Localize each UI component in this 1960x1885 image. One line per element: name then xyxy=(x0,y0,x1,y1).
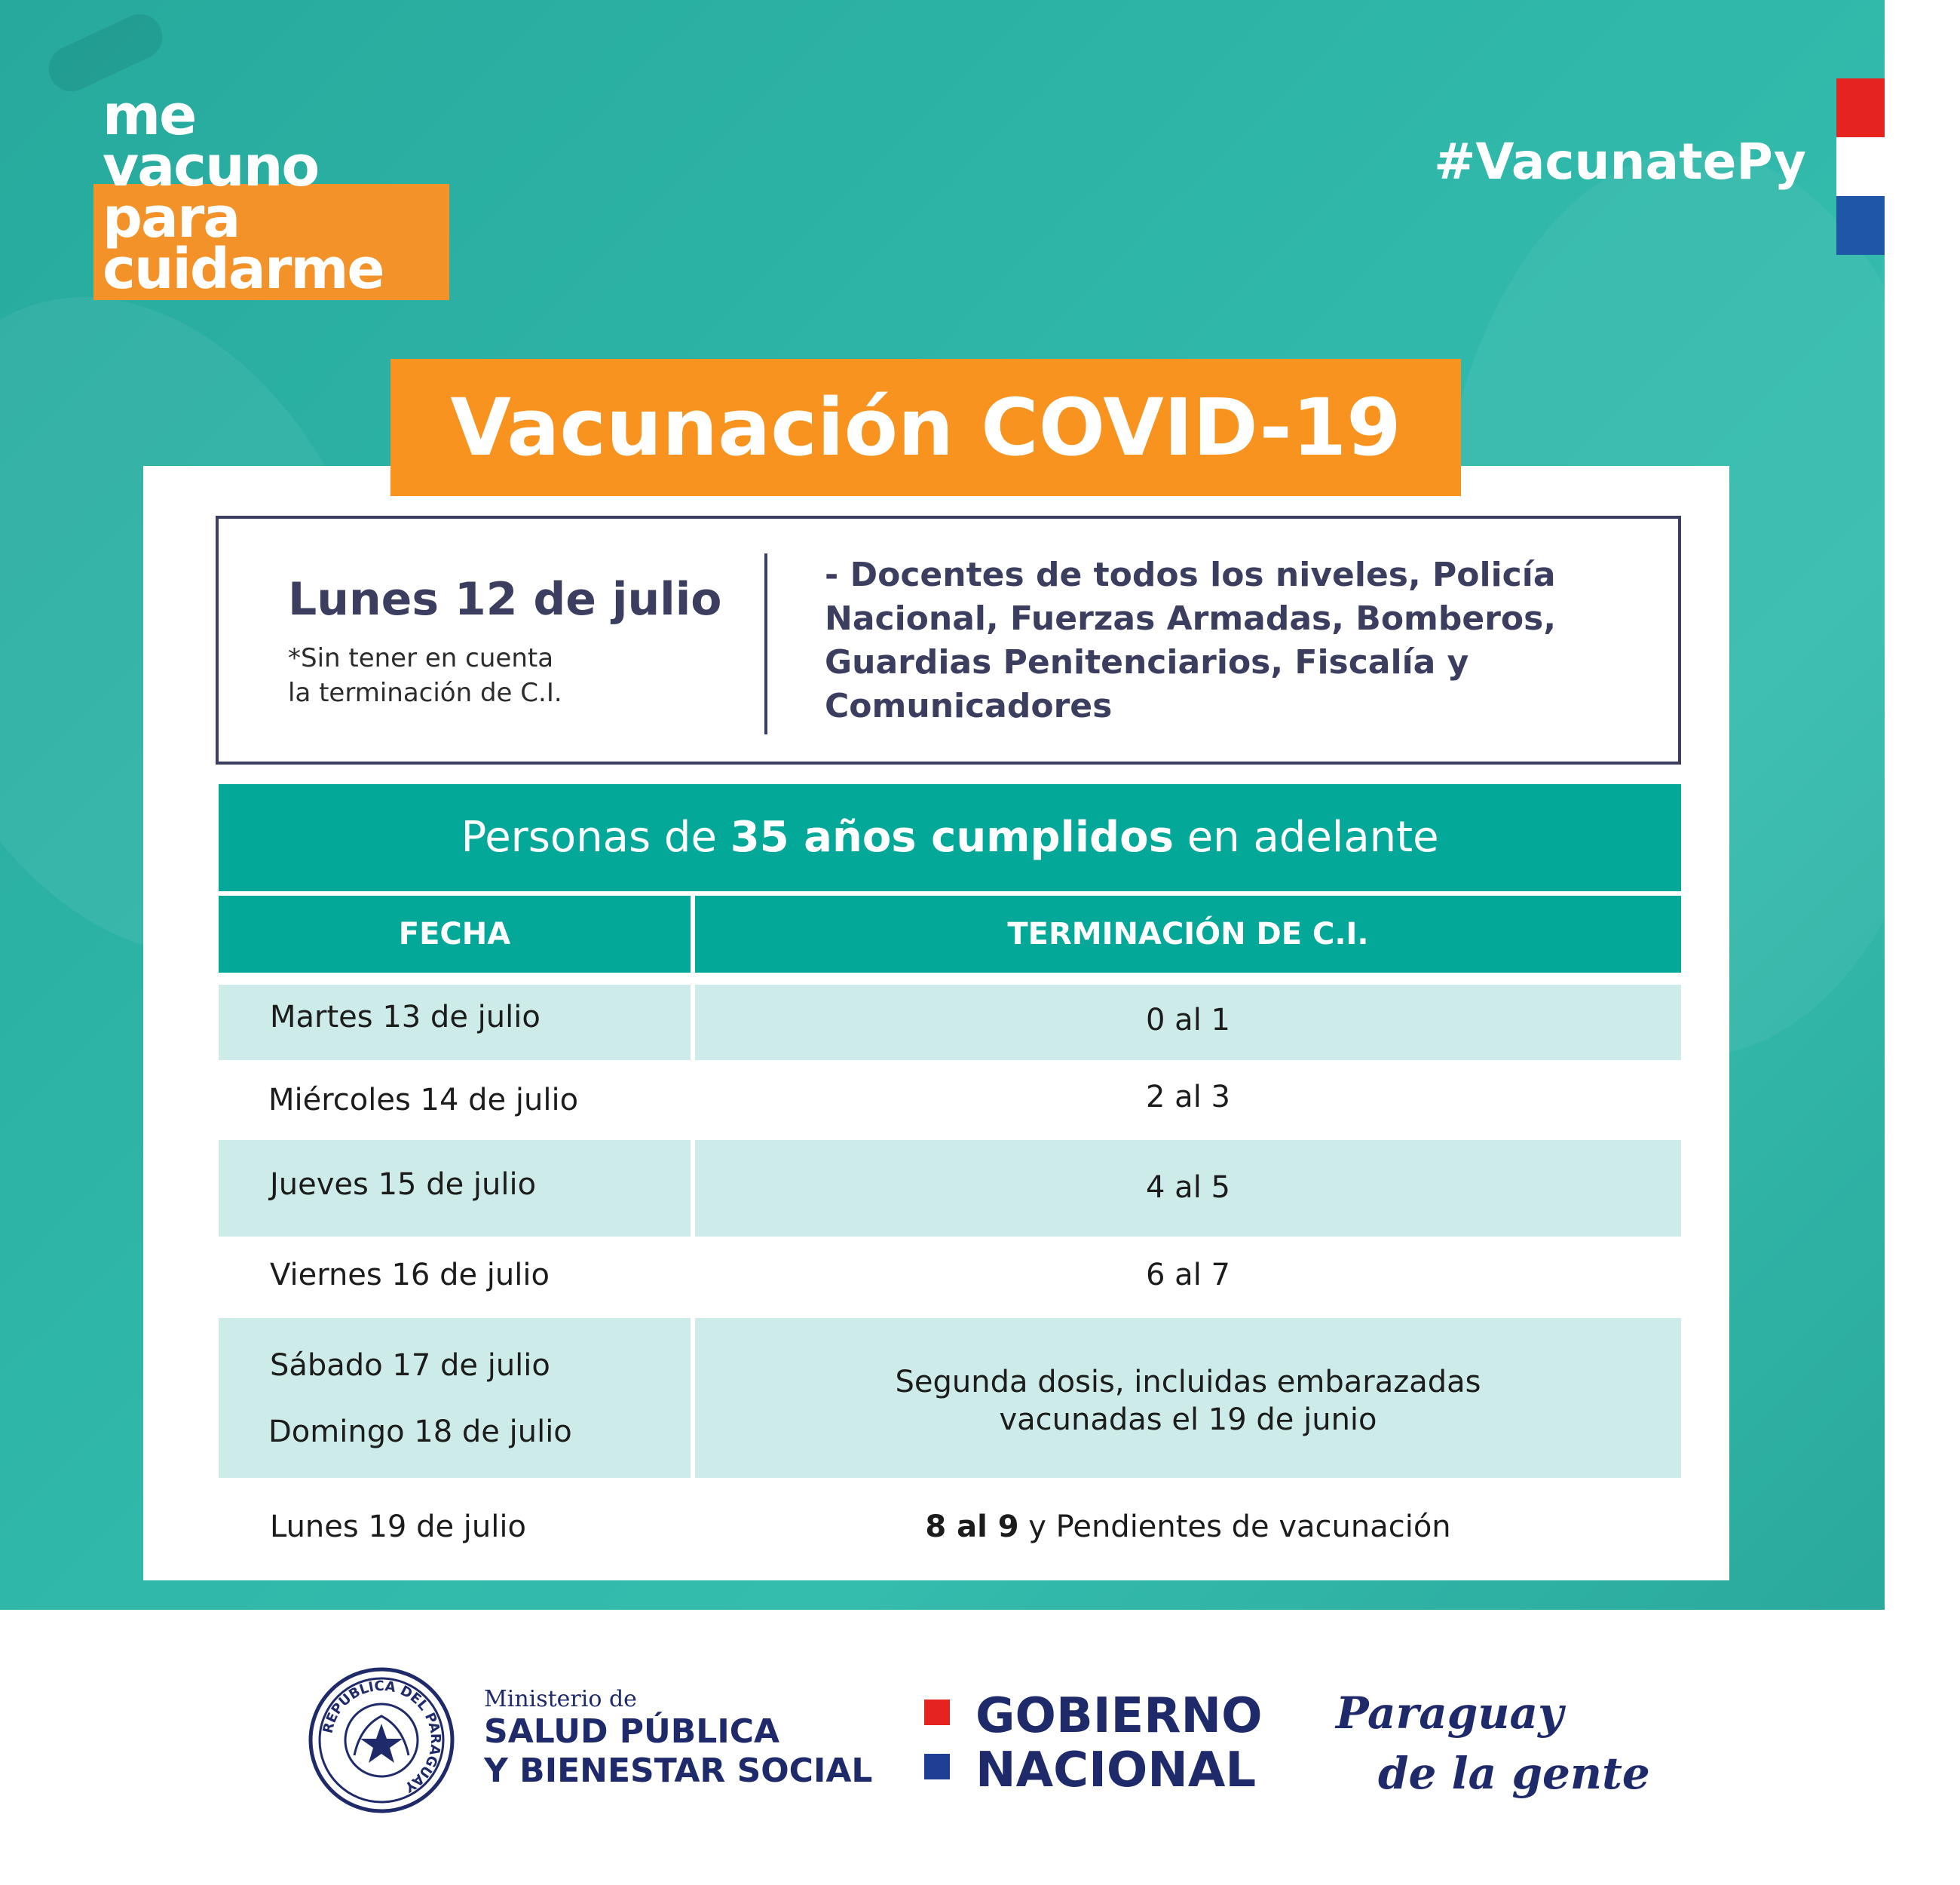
slogan-line: cuidarme xyxy=(103,237,384,302)
info-groups: - Docentes de todos los niveles, Policía Nacional, Fuerzas Armadas, Bomberos, Guardias Penitenciarios, Fiscalía y Comunicadores xyxy=(825,556,1557,725)
row-value: 0 al 1 xyxy=(1146,1003,1230,1038)
slogan-line: vacuno xyxy=(103,134,319,199)
table-row xyxy=(219,1318,1681,1478)
header-terminacion: TERMINACIÓN DE C.I. xyxy=(695,896,1681,973)
row-date: Martes 13 de julio xyxy=(270,1000,541,1034)
row-value: Segunda dosis, incluidas embarazadas xyxy=(895,1365,1481,1399)
divider xyxy=(764,553,767,734)
red-square-icon xyxy=(924,1700,950,1725)
row-value: 6 al 7 xyxy=(1146,1258,1230,1292)
row-date: Viernes 16 de julio xyxy=(270,1258,550,1292)
table-header xyxy=(219,896,1681,973)
svg-text:de la gente: de la gente xyxy=(1378,1748,1650,1799)
row-date: Jueves 15 de julio xyxy=(270,1167,537,1202)
row-value: 8 al 9 y Pendientes de vacunación xyxy=(925,1510,1451,1544)
info-date: Lunes 12 de julio xyxy=(288,573,722,626)
paraguay-de-la-gente-logo xyxy=(1334,1675,1650,1804)
slogan-line: me xyxy=(103,83,196,148)
svg-text:REPÚBLICA DEL PARAGUAY: REPÚBLICA DEL PARAGUAY xyxy=(320,1678,444,1795)
table-row xyxy=(219,985,1681,1060)
paraguay-flag-icon xyxy=(1836,78,1885,255)
info-box xyxy=(216,516,1681,765)
row-date: Lunes 19 de julio xyxy=(270,1510,526,1544)
table-row xyxy=(219,1237,1681,1318)
info-note: *Sin tener en cuenta la terminación de C.I. xyxy=(288,643,562,708)
row-date: Sábado 17 de julio xyxy=(270,1348,550,1383)
header-fecha: FECHA xyxy=(219,896,691,973)
slogan-line: para xyxy=(103,185,240,250)
svg-text:Paraguay: Paraguay xyxy=(1336,1687,1563,1739)
paraguay-seal-icon xyxy=(308,1666,455,1814)
table-row xyxy=(219,1478,1681,1571)
row-value: vacunadas el 19 de junio xyxy=(999,1402,1377,1437)
ministry-logo: Ministerio de SALUD PÚBLICA Y BIENESTAR SOCIAL xyxy=(484,1686,873,1790)
row-date: Domingo 18 de julio xyxy=(268,1415,572,1449)
row-value: 4 al 5 xyxy=(1146,1170,1230,1205)
table-row xyxy=(219,1140,1681,1237)
hashtag: #VacunatePy xyxy=(1434,133,1806,191)
page-title: Vacunación COVID-19 xyxy=(390,359,1461,496)
blue-square-icon xyxy=(924,1754,950,1779)
age-banner: Personas de 35 años cumplidos en adelante xyxy=(219,784,1681,891)
table-row xyxy=(219,1060,1681,1140)
row-value: 2 al 3 xyxy=(1146,1080,1230,1114)
row-date: Miércoles 14 de julio xyxy=(268,1083,579,1117)
